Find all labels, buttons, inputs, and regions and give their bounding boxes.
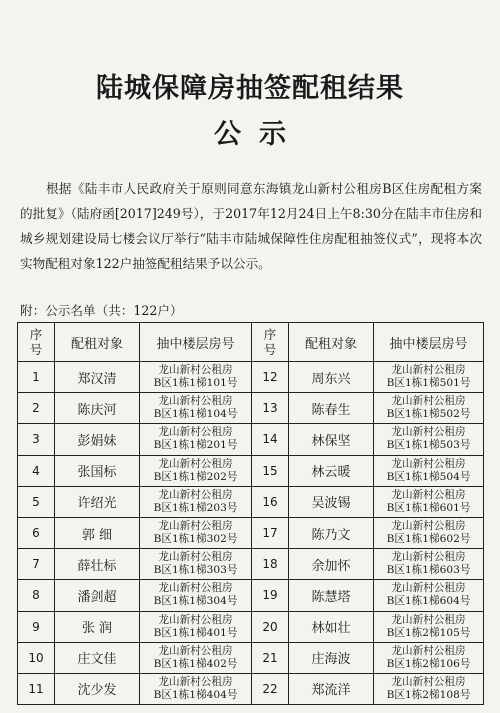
room-cell bbox=[374, 549, 484, 580]
room-line-2: B区1栋1梯503号 bbox=[386, 439, 471, 452]
seq-cell: 8 bbox=[18, 580, 55, 611]
room-cell bbox=[140, 611, 252, 642]
room-line-1: 龙山新村公租房 bbox=[391, 457, 466, 470]
name-cell: 陈乃文 bbox=[289, 517, 374, 548]
room-line-2: B区1栋1梯203号 bbox=[153, 501, 238, 514]
header-room: 抽中楼层房号 bbox=[374, 323, 484, 362]
room-line-1: 龙山新村公租房 bbox=[158, 457, 233, 470]
seq-cell: 16 bbox=[252, 486, 289, 517]
room-line-1: 龙山新村公租房 bbox=[158, 582, 233, 595]
room-line-1: 龙山新村公租房 bbox=[158, 551, 233, 564]
room-line-2: B区1栋1梯402号 bbox=[153, 657, 238, 670]
seq-cell: 5 bbox=[18, 486, 55, 517]
name-cell: 陈慧塔 bbox=[289, 580, 374, 611]
seq-cell: 9 bbox=[18, 611, 55, 642]
name-cell: 沈少发 bbox=[55, 673, 140, 704]
room-line-1: 龙山新村公租房 bbox=[391, 675, 466, 688]
seq-cell: 2 bbox=[18, 393, 55, 424]
name-cell: 林保坚 bbox=[289, 424, 374, 455]
room-cell bbox=[140, 455, 252, 486]
room-line-1: 龙山新村公租房 bbox=[158, 520, 233, 533]
table-row bbox=[18, 517, 484, 548]
name-cell: 郭 细 bbox=[55, 517, 140, 548]
room-cell bbox=[140, 580, 252, 611]
room-cell bbox=[140, 673, 252, 704]
room-line-1: 龙山新村公租房 bbox=[391, 488, 466, 501]
room-line-2: B区1栋2梯108号 bbox=[386, 688, 471, 701]
table-row bbox=[18, 549, 484, 580]
header-seq bbox=[18, 323, 55, 362]
seq-cell: 14 bbox=[252, 424, 289, 455]
room-line-1: 龙山新村公租房 bbox=[158, 426, 233, 439]
table-row bbox=[18, 642, 484, 673]
room-line-2: B区1栋1梯302号 bbox=[153, 533, 238, 546]
header-name: 配租对象 bbox=[289, 323, 374, 362]
page-subtitle: 公示 bbox=[214, 119, 304, 150]
name-cell: 林云暖 bbox=[289, 455, 374, 486]
seq-cell: 10 bbox=[18, 642, 55, 673]
header-seq-text: 序号 bbox=[29, 327, 43, 357]
seq-cell: 1 bbox=[18, 362, 55, 393]
header-seq bbox=[252, 323, 289, 362]
room-cell bbox=[374, 580, 484, 611]
room-line-1: 龙山新村公租房 bbox=[158, 644, 233, 657]
name-cell: 张 润 bbox=[55, 611, 140, 642]
room-line-2: B区1栋1梯202号 bbox=[153, 470, 238, 483]
name-cell: 吴波锡 bbox=[289, 486, 374, 517]
room-line-2: B区1栋1梯501号 bbox=[386, 377, 471, 390]
room-cell bbox=[140, 362, 252, 393]
room-line-1: 龙山新村公租房 bbox=[158, 395, 233, 408]
room-line-1: 龙山新村公租房 bbox=[158, 613, 233, 626]
room-cell bbox=[374, 424, 484, 455]
table-row bbox=[18, 455, 484, 486]
attachment-label: 附：公示名单（共：122户） bbox=[20, 303, 183, 318]
room-line-2: B区1栋2梯105号 bbox=[386, 626, 471, 639]
seq-cell: 21 bbox=[252, 642, 289, 673]
room-line-2: B区1栋1梯201号 bbox=[153, 439, 238, 452]
room-cell bbox=[374, 611, 484, 642]
room-line-2: B区1栋1梯401号 bbox=[153, 626, 238, 639]
seq-cell: 7 bbox=[18, 549, 55, 580]
room-line-2: B区1栋1梯603号 bbox=[386, 564, 471, 577]
room-line-1: 龙山新村公租房 bbox=[158, 675, 233, 688]
table-row bbox=[18, 611, 484, 642]
header-seq-text: 序号 bbox=[263, 327, 277, 357]
room-line-1: 龙山新村公租房 bbox=[391, 364, 466, 377]
page-title: 陆城保障房抽签配租结果 bbox=[96, 73, 404, 104]
room-line-2: B区1栋1梯304号 bbox=[153, 595, 238, 608]
room-cell bbox=[140, 486, 252, 517]
room-line-2: B区1栋1梯602号 bbox=[386, 533, 471, 546]
table-body bbox=[18, 362, 484, 705]
seq-cell: 3 bbox=[18, 424, 55, 455]
header-name: 配租对象 bbox=[55, 323, 140, 362]
announcement-paragraph: 根据《陆丰市人民政府关于原则同意东海镇龙山新村公租房B区住房配租方案的批复》（陆府函[2017]249号），于2017年12月24日上午8:30分在陆丰市住房和城乡规划建设局七楼会议厅举行“陆丰市陆城保障性住房配租抽签仪式”，现将本次实物配租对象122户抽签配租结果予以公示。 bbox=[20, 181, 482, 271]
room-line-2: B区1栋1梯502号 bbox=[386, 408, 471, 421]
seq-cell: 13 bbox=[252, 393, 289, 424]
room-line-1: 龙山新村公租房 bbox=[391, 613, 466, 626]
room-line-2: B区1栋1梯504号 bbox=[386, 470, 471, 483]
results-table bbox=[17, 322, 484, 705]
seq-cell: 12 bbox=[252, 362, 289, 393]
table-row bbox=[18, 673, 484, 704]
seq-cell: 4 bbox=[18, 455, 55, 486]
room-line-1: 龙山新村公租房 bbox=[158, 364, 233, 377]
room-line-2: B区1栋2梯106号 bbox=[386, 657, 471, 670]
room-cell bbox=[374, 362, 484, 393]
seq-cell: 11 bbox=[18, 673, 55, 704]
name-cell: 潘剑超 bbox=[55, 580, 140, 611]
room-line-1: 龙山新村公租房 bbox=[391, 582, 466, 595]
table-row bbox=[18, 486, 484, 517]
name-cell: 陈春生 bbox=[289, 393, 374, 424]
room-line-1: 龙山新村公租房 bbox=[391, 426, 466, 439]
room-cell bbox=[374, 393, 484, 424]
room-cell bbox=[140, 549, 252, 580]
room-cell bbox=[374, 486, 484, 517]
seq-cell: 18 bbox=[252, 549, 289, 580]
table-row bbox=[18, 362, 484, 393]
seq-cell: 15 bbox=[252, 455, 289, 486]
name-cell: 许绍光 bbox=[55, 486, 140, 517]
room-line-2: B区1栋1梯601号 bbox=[386, 501, 471, 514]
name-cell: 庄文佳 bbox=[55, 642, 140, 673]
name-cell: 郑流洋 bbox=[289, 673, 374, 704]
name-cell: 庄海波 bbox=[289, 642, 374, 673]
seq-cell: 22 bbox=[252, 673, 289, 704]
table-row bbox=[18, 393, 484, 424]
room-line-1: 龙山新村公租房 bbox=[391, 551, 466, 564]
room-line-2: B区1栋1梯101号 bbox=[153, 377, 238, 390]
room-cell bbox=[140, 393, 252, 424]
table-row bbox=[18, 424, 484, 455]
name-cell: 陈庆河 bbox=[55, 393, 140, 424]
name-cell: 周东兴 bbox=[289, 362, 374, 393]
room-cell bbox=[374, 642, 484, 673]
table-row bbox=[18, 580, 484, 611]
room-cell bbox=[374, 673, 484, 704]
header-room: 抽中楼层房号 bbox=[140, 323, 252, 362]
room-line-1: 龙山新村公租房 bbox=[391, 395, 466, 408]
room-line-2: B区1栋1梯404号 bbox=[153, 688, 238, 701]
name-cell: 彭娟妹 bbox=[55, 424, 140, 455]
name-cell: 郑汉清 bbox=[55, 362, 140, 393]
room-line-1: 龙山新村公租房 bbox=[391, 644, 466, 657]
room-cell bbox=[140, 517, 252, 548]
name-cell: 张国标 bbox=[55, 455, 140, 486]
room-line-2: B区1栋1梯303号 bbox=[153, 564, 238, 577]
room-line-2: B区1栋1梯604号 bbox=[386, 595, 471, 608]
seq-cell: 20 bbox=[252, 611, 289, 642]
room-cell bbox=[140, 424, 252, 455]
room-line-1: 龙山新村公租房 bbox=[158, 488, 233, 501]
name-cell: 薛壮标 bbox=[55, 549, 140, 580]
room-line-1: 龙山新村公租房 bbox=[391, 520, 466, 533]
room-cell bbox=[374, 517, 484, 548]
room-line-2: B区1栋1梯104号 bbox=[153, 408, 238, 421]
room-cell bbox=[140, 642, 252, 673]
table-header-row bbox=[18, 323, 484, 362]
seq-cell: 17 bbox=[252, 517, 289, 548]
seq-cell: 19 bbox=[252, 580, 289, 611]
name-cell: 余加怀 bbox=[289, 549, 374, 580]
room-cell bbox=[374, 455, 484, 486]
seq-cell: 6 bbox=[18, 517, 55, 548]
name-cell: 林如壮 bbox=[289, 611, 374, 642]
